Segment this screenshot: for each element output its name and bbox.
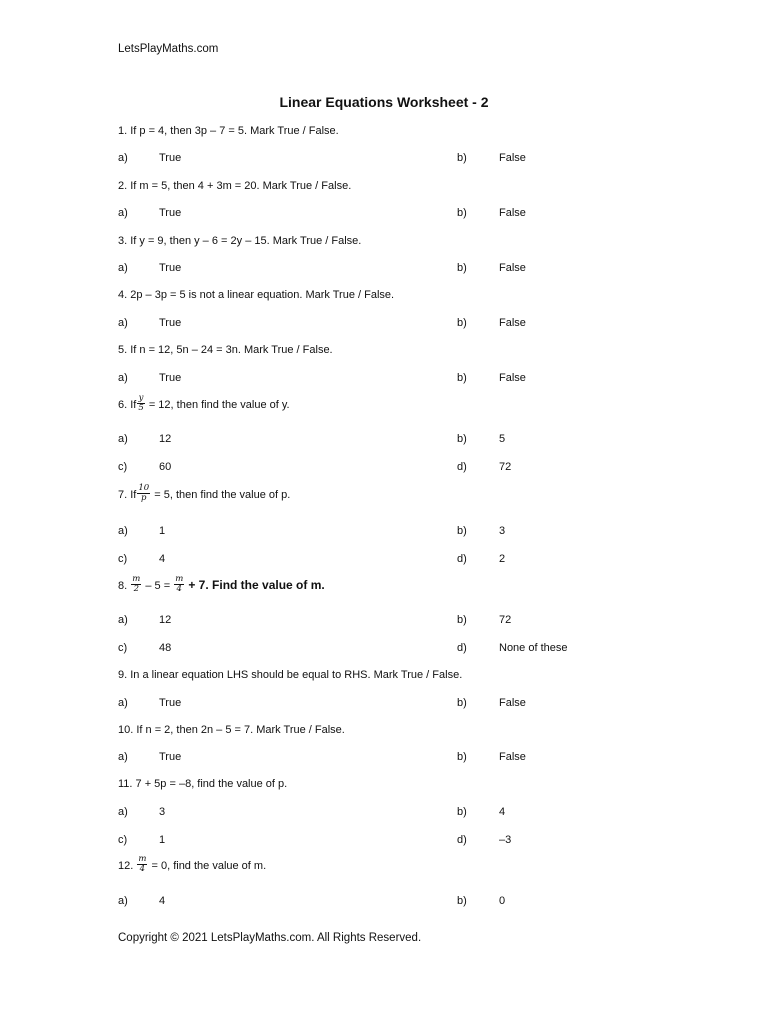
question-8: [118, 574, 325, 594]
q1-option-a-label: a): [118, 152, 128, 164]
q10-option-a: True: [159, 751, 182, 763]
q8-option-c: 48: [159, 642, 172, 654]
question-7: [118, 483, 291, 503]
q11-option-a-label: a): [118, 806, 128, 818]
q7-prefix: 7. If: [118, 488, 137, 501]
q10-option-b-label: b): [457, 751, 467, 763]
q2-option-b-label: b): [457, 207, 467, 219]
q12-suffix: = 0, find the value of m.: [151, 859, 267, 872]
q3-option-a: True: [159, 262, 182, 274]
q11-option-c: 1: [159, 834, 166, 846]
q8-option-a-label: a): [118, 614, 128, 626]
q11-option-d-label: d): [457, 834, 467, 846]
q4-option-a: True: [159, 317, 182, 329]
q8-prefix: 8.: [118, 580, 128, 592]
q8-fraction-1-numerator: m: [132, 574, 141, 585]
q8-fraction-2-numerator: m: [175, 574, 184, 585]
q11-option-c-label: c): [118, 834, 128, 846]
worksheet-title: Linear Equations Worksheet - 2: [279, 94, 489, 110]
q6-option-c: 60: [159, 461, 172, 473]
q3-option-b-label: b): [457, 262, 467, 274]
question-12: [118, 854, 267, 874]
q8-option-c-label: c): [118, 642, 128, 654]
q5-option-a: True: [159, 372, 182, 384]
q6-option-d-label: d): [457, 461, 467, 473]
question-6: [118, 393, 290, 413]
q5-option-a-label: a): [118, 372, 128, 384]
q2-option-a: True: [159, 207, 182, 219]
q7-option-a: 1: [159, 525, 166, 537]
q7-fraction-denominator: p: [141, 492, 147, 503]
q6-prefix: 6. If: [118, 398, 137, 411]
q7-option-d: 2: [499, 553, 506, 565]
q8-middle: – 5 =: [145, 580, 171, 592]
q6-option-a: 12: [159, 433, 172, 445]
question-5: 5. If n = 12, 5n – 24 = 3n. Mark True / False.: [118, 344, 333, 356]
q5-option-b-label: b): [457, 372, 467, 384]
q7-suffix: = 5, then find the value of p.: [154, 488, 291, 501]
q12-fraction-numerator: m: [138, 854, 147, 864]
q4-option-a-label: a): [118, 317, 128, 329]
q12-prefix: 12.: [118, 859, 134, 872]
question-4: 4. 2p – 3p = 5 is not a linear equation. Mark True / False.: [118, 289, 395, 301]
q11-option-b: 4: [499, 806, 506, 818]
site-name: LetsPlayMaths.com: [118, 43, 219, 55]
q8-option-a: 12: [159, 614, 172, 626]
q12-option-a: 4: [159, 895, 166, 907]
q8-option-d: None of these: [499, 642, 568, 654]
q6-suffix: = 12, then find the value of y.: [148, 398, 290, 411]
q11-option-b-label: b): [457, 806, 467, 818]
q6-option-c-label: c): [118, 461, 128, 473]
q3-option-b: False: [499, 262, 526, 274]
q7-option-d-label: d): [457, 553, 467, 565]
q2-option-b: False: [499, 207, 526, 219]
q7-option-b: 3: [499, 525, 506, 537]
q7-option-c: 4: [159, 553, 166, 565]
q6-option-b-label: b): [457, 433, 467, 445]
q11-option-d: –3: [499, 834, 512, 846]
q8-suffix: + 7. Find the value of m.: [188, 578, 325, 592]
q9-option-b: False: [499, 697, 526, 709]
q12-option-b-label: b): [457, 895, 467, 907]
q1-option-b-label: b): [457, 152, 467, 164]
q6-fraction: [137, 394, 144, 412]
q3-option-a-label: a): [118, 262, 128, 274]
q8-option-b: 72: [499, 614, 512, 626]
q12-option-a-label: a): [118, 895, 128, 907]
q12-fraction-denominator: 4: [139, 863, 146, 874]
q2-option-a-label: a): [118, 207, 128, 219]
q8-fraction-1-denominator: 2: [133, 583, 139, 594]
q8-option-b-label: b): [457, 614, 467, 626]
q5-option-b: False: [499, 372, 526, 384]
q1-option-a: True: [159, 152, 182, 164]
q8-fraction-2: [174, 575, 184, 593]
q8-fraction-1: [131, 575, 141, 593]
q6-option-b: 5: [499, 433, 506, 445]
q9-option-a: True: [159, 697, 182, 709]
q9-option-a-label: a): [118, 697, 128, 709]
q8-option-d-label: d): [457, 642, 467, 654]
question-10: 10. If n = 2, then 2n – 5 = 7. Mark True / False.: [118, 724, 345, 736]
question-9: 9. In a linear equation LHS should be equal to RHS. Mark True / False.: [118, 669, 463, 681]
q12-fraction: [137, 855, 147, 873]
question-11: 11. 7 + 5p = –8, find the value of p.: [118, 778, 288, 790]
q1-option-b: False: [499, 152, 526, 164]
question-2: 2. If m = 5, then 4 + 3m = 20. Mark True / False.: [118, 180, 352, 192]
q4-option-b: False: [499, 317, 526, 329]
q7-option-a-label: a): [118, 525, 128, 537]
q4-option-b-label: b): [457, 317, 467, 329]
copyright-footer: Copyright © 2021 LetsPlayMaths.com. All Rights Reserved.: [118, 932, 422, 944]
question-1: 1. If p = 4, then 3p – 7 = 5. Mark True / False.: [118, 125, 339, 137]
q11-option-a: 3: [159, 806, 166, 818]
q12-option-b: 0: [499, 895, 506, 907]
q7-fraction: [137, 484, 150, 502]
q7-fraction-numerator: 10: [138, 483, 150, 493]
q10-option-a-label: a): [118, 751, 128, 763]
question-3: 3. If y = 9, then y – 6 = 2y – 15. Mark True / False.: [118, 235, 362, 247]
q7-option-b-label: b): [457, 525, 467, 537]
q6-fraction-denominator: 5: [138, 402, 144, 413]
q6-option-a-label: a): [118, 433, 128, 445]
q7-option-c-label: c): [118, 553, 128, 565]
q6-fraction-numerator: y: [138, 393, 144, 403]
q9-option-b-label: b): [457, 697, 467, 709]
q8-fraction-2-denominator: 4: [176, 583, 182, 594]
q10-option-b: False: [499, 751, 526, 763]
q6-option-d: 72: [499, 461, 512, 473]
